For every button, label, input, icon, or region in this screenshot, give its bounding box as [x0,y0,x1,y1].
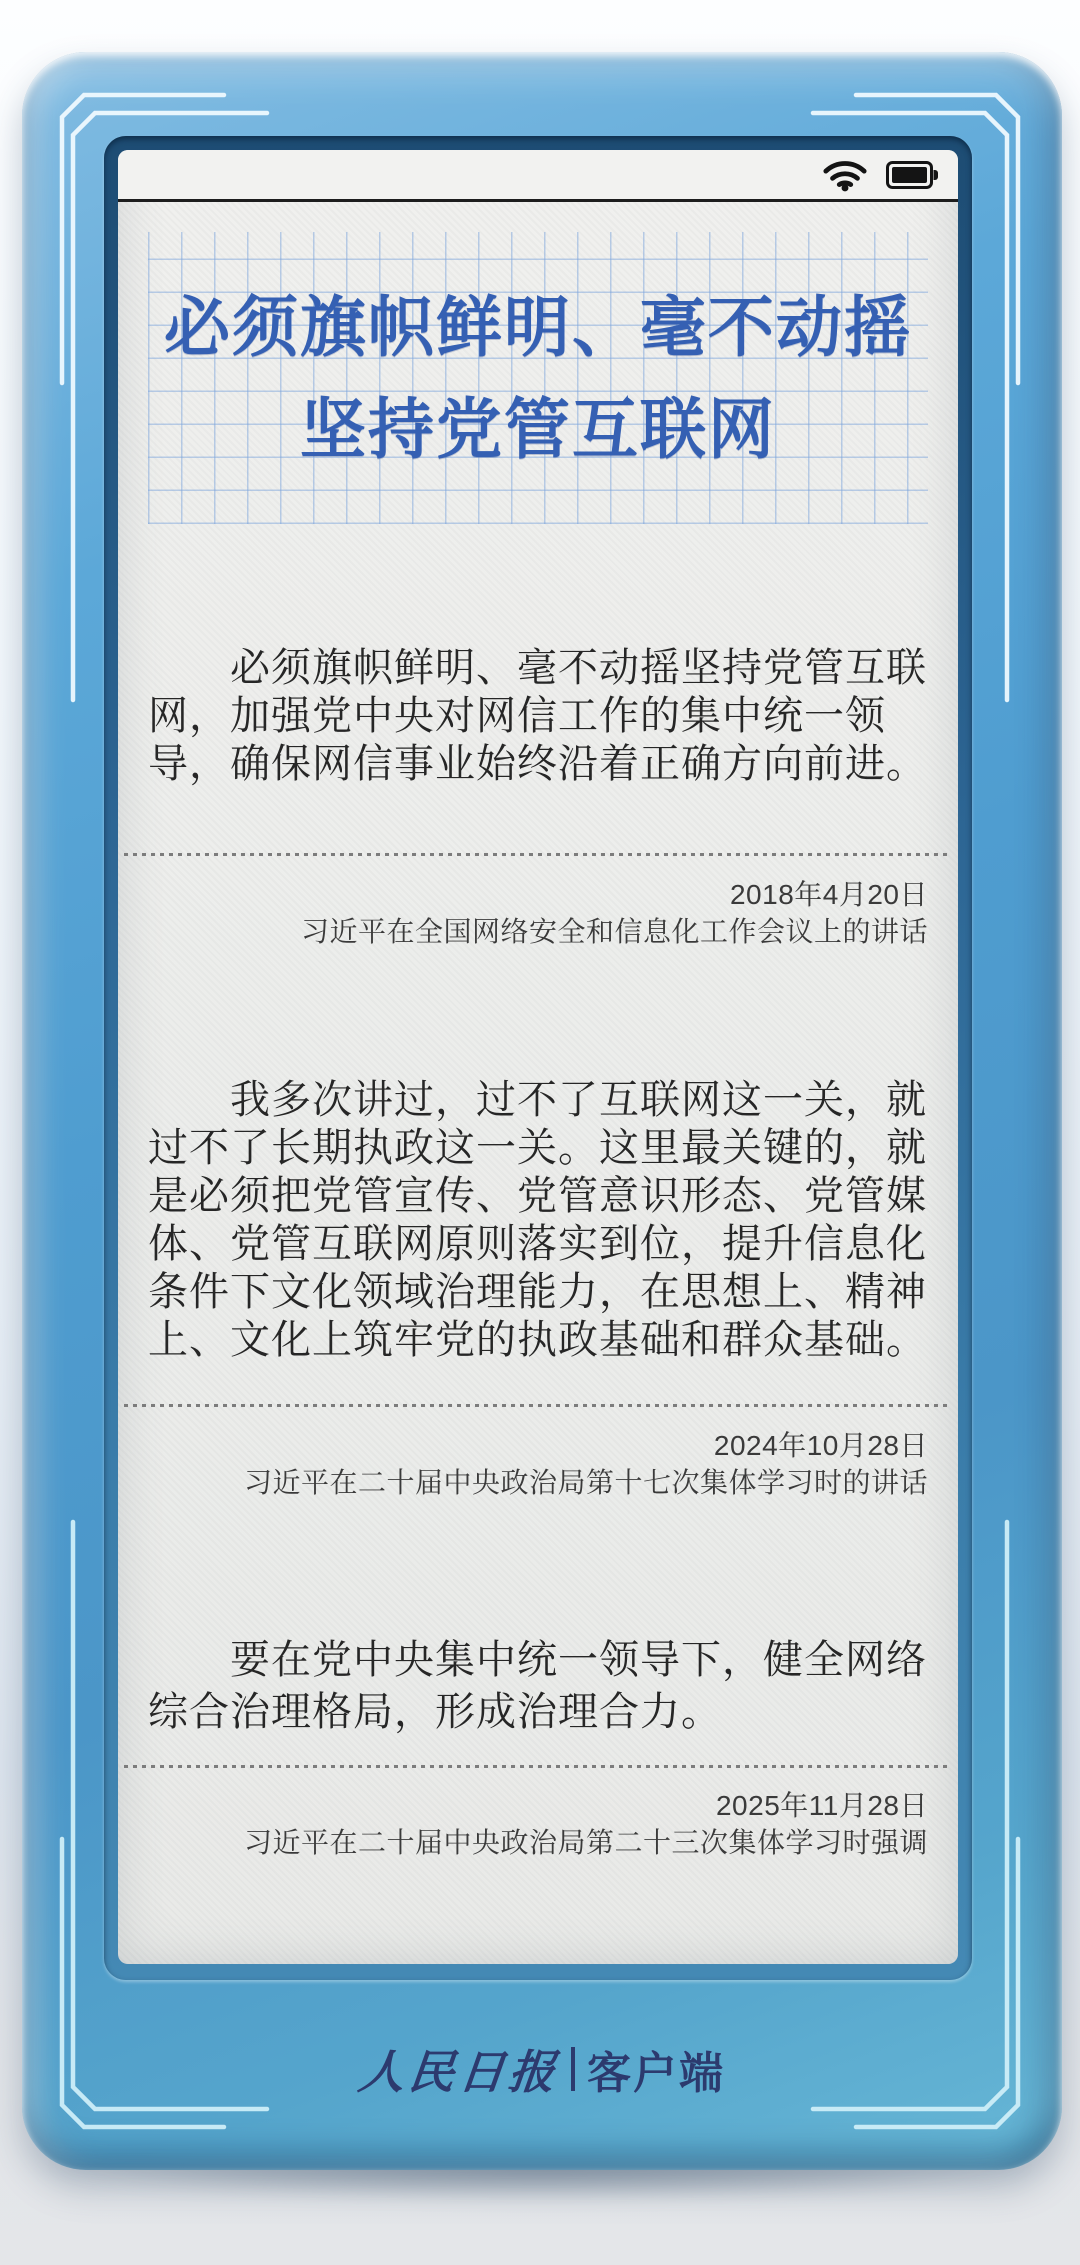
quote-line: 过不了长期执政这一关。这里最关键的，就 [148,1125,927,1170]
grid-paper-board [148,232,928,524]
quote-block-3 [148,1634,928,1738]
attribution-date: 2025年11月28日 [715,1790,928,1821]
quote-line: 导，确保网信事业始终沿着正确方向前进。 [148,741,927,786]
attribution-date: 2024年10月28日 [713,1430,928,1461]
footer-brand [22,2034,1062,2104]
wifi-icon [822,157,868,193]
quote-block-2 [148,1076,928,1364]
quote-line: 条件下文化领域治理能力，在思想上、精神 [148,1269,927,1314]
headline-line-1: 必须旗帜鲜明、毫不动摇 [164,290,912,364]
attribution-source: 习近平在二十届中央政治局第十七次集体学习时的讲话 [243,1467,928,1498]
battery-icon [886,161,938,189]
device-frame [22,52,1062,2170]
screen [118,150,958,1964]
attribution-3 [244,1787,928,1861]
brand-divider-bar [571,2047,575,2091]
quote-block-1 [148,644,928,788]
quote-line: 综合治理格局，形成治理合力。 [148,1689,722,1734]
quote-line: 网，加强党中央对网信工作的集中统一领 [148,693,886,738]
peoples-daily-logotype: 人民日报 [355,2047,562,2098]
attribution-source: 习近平在全国网络安全和信息化工作会议上的讲话 [300,916,928,947]
attribution-source: 习近平在二十届中央政治局第二十三次集体学习时强调 [243,1827,928,1858]
dashed-divider [124,1404,952,1407]
quote-line: 要在党中央集中统一领导下，健全网络 [230,1637,927,1682]
attribution-1 [301,876,928,950]
status-bar [118,150,958,202]
dashed-divider [124,1765,952,1768]
quote-line: 我多次讲过，过不了互联网这一关，就 [230,1077,927,1122]
attribution-2 [244,1427,928,1501]
attribution-date: 2018年4月20日 [729,879,928,910]
quote-line: 上、文化上筑牢党的执政基础和群众基础。 [148,1317,927,1362]
quote-line: 体、党管互联网原则落实到位，提升信息化 [148,1221,927,1266]
dashed-divider [124,853,952,856]
headline-line-2: 坚持党管互联网 [300,392,776,466]
quote-line: 是必须把党管宣传、党管意识形态、党管媒 [148,1173,927,1218]
quote-line: 必须旗帜鲜明、毫不动摇坚持党管互联 [230,645,927,690]
brand-suffix-label: 客户端 [587,2049,725,2098]
